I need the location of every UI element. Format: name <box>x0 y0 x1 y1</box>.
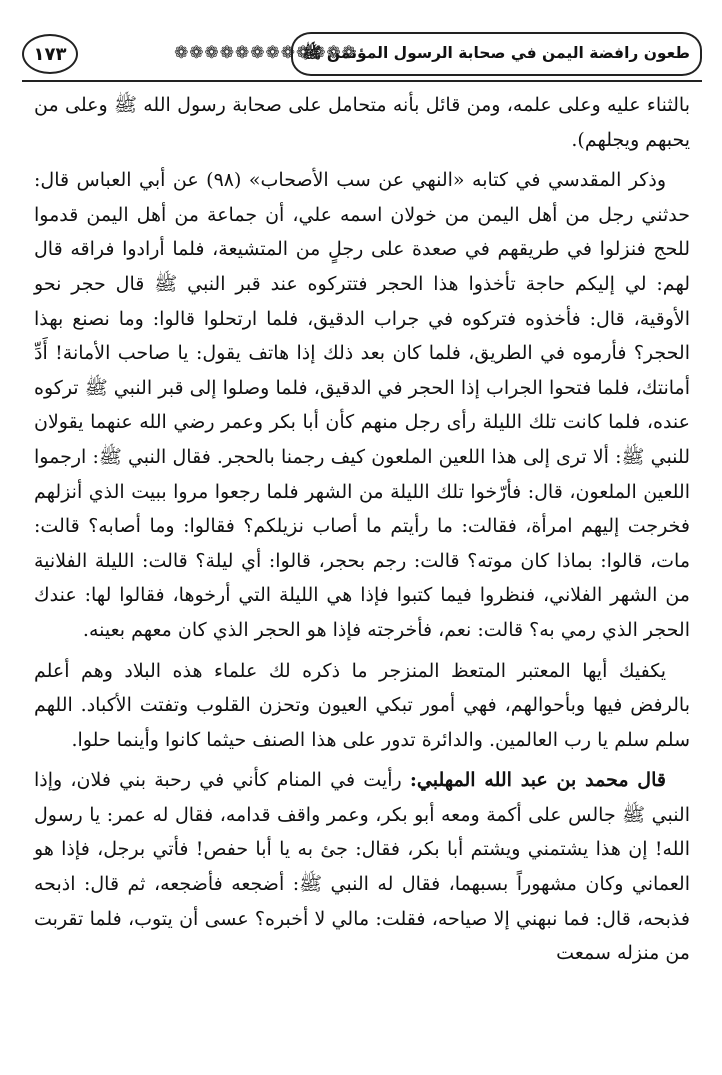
narration-text: رأيت في المنام كأني في رحبة بني فلان، وإذا النبي ﷺ جالس على أكمة ومعه أبو بكر، وعمر واقف قدامه، فقال له عمر: يا رسول الله! إن هذا يشتمني ويشتم أبا بكر، فقال: جئ به يا أبا حفص! فأتي برجل، فإذا هو العماني وكان مشهوراً بسبهما، فقال له النبي ﷺ: أضجعه فأضجعه، ثم قال: اذبحه فذبحه، قال: فما نبهني إلا صياحه، فقلت: مالي لا أخبره؟ عسى أن يتوب، فلما تقربت من منزله سمعت <box>34 769 690 965</box>
header-divider <box>22 80 702 82</box>
running-header <box>22 30 702 78</box>
narrator-lead: قال محمد بن عبد الله المهلبي: <box>409 769 666 792</box>
paragraph-story: وذكر المقدسي في كتابه «النهي عن سب الأصحاب» (٩٨) عن أبي العباس قال: حدثني رجل من أهل اليمن من خولان اسمه علي، أن جماعة من أهل اليمن قدموا للحج فنزلوا في طريقهم في صعدة على رجلٍ من المتشيعة، فلما أرادوا فراقه قال لهم: لي إليكم حاجة تأخذوا هذا الحجر فتتركوه عند قبر النبي ﷺ قال حجر نحو الأوقية، قال: فأخذوه فتركوه في جراب الدقيق، فلما ارتحلوا قالوا: وما نصنع بهذا الحجر؟ فأرموه في الطريق، فلما كان بعد ذلك إذا هاتف يقول: يا صاحب الأمانة! أَدِّ أمانتك، فلما فتحوا الجراب إذا الحجر في الدقيق، فلما وصلوا إلى قبر النبي ﷺ تركوه عنده، فلما كانت تلك الليلة رأى رجل منهم كأن أبا بكر وعمر رضي الله عنهما يقولان للنبي ﷺ: ألا ترى إلى هذا اللعين الملعون كيف رجمنا بالحجر. فقال النبي ﷺ: ارجموا اللعين الملعون، قال: فأرّخوا تلك الليلة من الشهر فلما رجعوا مروا ببيت الذي أنزلهم فخرجت إليهم امرأة، فقالت: ما رأيتم ما أصاب نزيلكم؟ فقالوا: وما أصابه؟ قالت: مات، قالوا: بماذا كان موته؟ قالت: رجم بحجر، قالوا: أي ليلة؟ قالت: الليلة الفلانية من الشهر الفلاني، فنظروا فيما كتبوا فإذا هي الليلة التي أرخوها، فقالوا لها: عندك الحجر الذي رمي به؟ قالت: نعم، فأخرجته فإذا هو الحجر الذي كان معهم بعينه. <box>34 169 690 641</box>
paragraph-continuation: بالثناء عليه وعلى علمه، ومن قائل بأنه متحامل على صحابة رسول الله ﷺ وعلى من يحبهم ويجلهم). <box>34 94 690 151</box>
header-ornament-row: ❁❁❁❁❁❁❁❁❁❁❁❁ <box>174 43 357 63</box>
header-title: طعون رافضة اليمن في صحابة الرسول المؤتمن ﷺ <box>291 32 702 76</box>
paragraph-commentary: يكفيك أيها المعتبر المتعظ المنزجر ما ذكره لك علماء هذه البلاد وهم أعلم بالرفض فيها وبأحوالهم، فهي أمور تبكي العيون وتحزن القلوب وتفتت الأكباد. اللهم سلم سلم يا رب العالمين. والدائرة تدور على هذا الصنف حيثما كانوا وأينما حلوا. <box>34 659 690 751</box>
paragraph-dream-narration <box>34 763 690 971</box>
page-number: ١٧٣ <box>22 34 78 74</box>
page-body <box>34 88 690 977</box>
